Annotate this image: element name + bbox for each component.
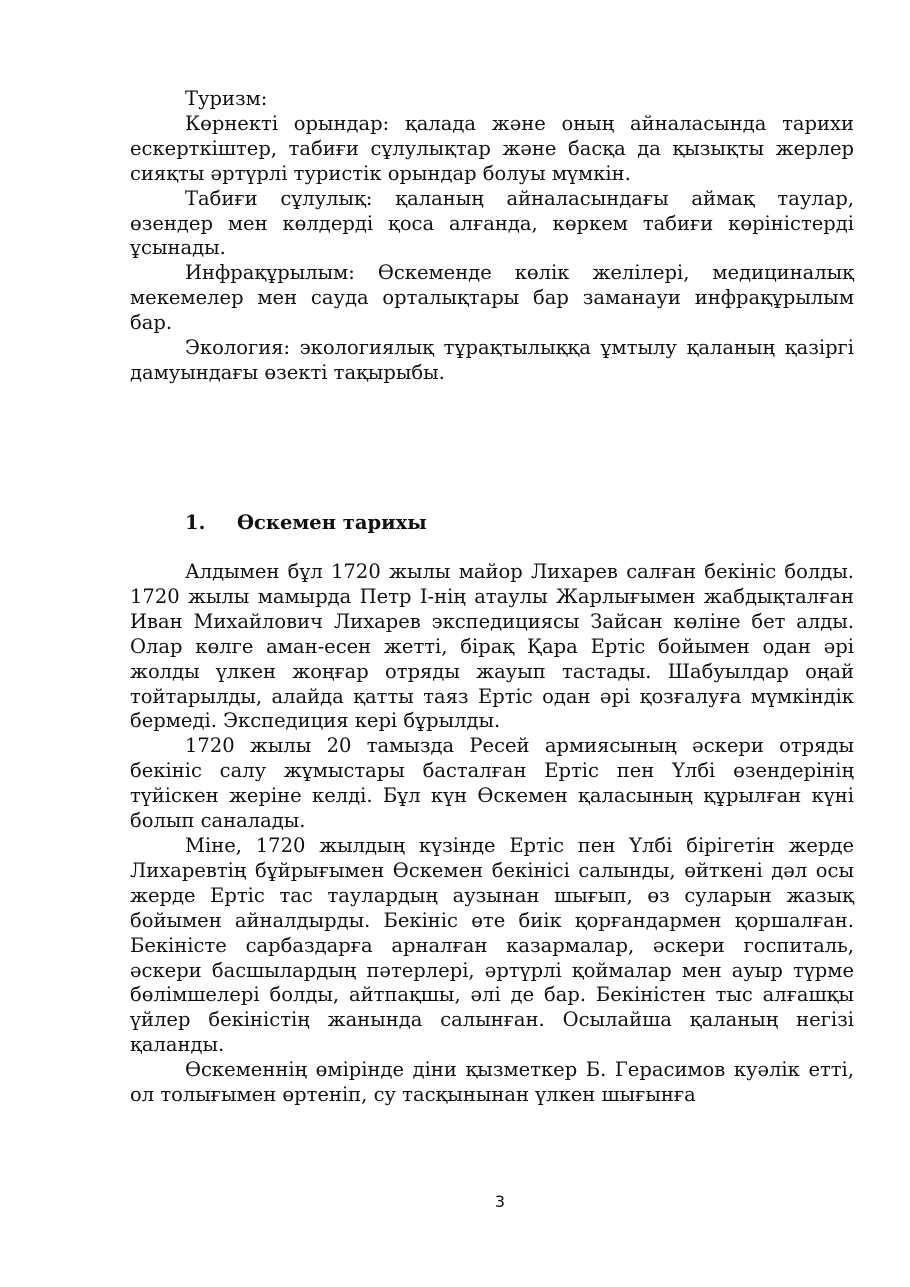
section-number: 1. <box>185 511 206 534</box>
paragraph-natural-beauty: Табиғи сұлулық: қаланың айналасындағы аймақ таулар, өзендер мен көлдерді қоса алғанда, көркем табиғи көріністерді ұсынады. <box>130 186 854 260</box>
tourism-heading: Туризм: <box>185 87 268 110</box>
paragraph-ecology: Экология: экологиялық тұрақтылыққа ұмтылу қаланың қазіргі дамуындағы өзекті тақырыбы. <box>130 336 854 384</box>
paragraph-fortress-founding: Алдымен бұл 1720 жылы майор Лихарев салған бекініс болды. 1720 жылы мамырда Петр I-нің атаулы Жарлығымен жабдықталған Иван Михайлович Лихарев экспедициясы Зайсан көліне бет алды. Олар көлге аман-есен жетті, бірақ Қара Ертіс бойымен одан әрі жолды үлкен жоңғар отряды жауып тастады. Шабуылдар оңай тойтарылды, алайда қатты таяз Ертіс одан әрі қозғалуға мүмкіндік бермеді. Экспедиция кері бұрылды. <box>130 560 854 733</box>
paragraph-infrastructure: Инфрақұрылым: Өскеменде көлік желілері, медициналық мекемелер мен сауда орталықтары бар заманауи инфрақұрылым бар. <box>130 261 854 335</box>
paragraph-gerasimov: Өскеменнің өмірінде діни қызметкер Б. Герасимов куәлік етті, ол толығымен өртеніп, су тасқынынан үлкен шығынға <box>130 1058 854 1107</box>
paragraph-fortress-construction: Міне, 1720 жылдың күзінде Ертіс пен Үлбі бірігетін жерде Лихаревтің бұйрығымен Өскемен бекінісі салынды, өйткені дәл осы жерде Ертіс тас таулардың аузынан шығып, өз суларын жазық бойымен айналдырды. Бекініс өте биік қорғандармен қоршалған. Бекіністе сарбаздарға арналған казармалар, әскери госпиталь, әскери басшылардың пәтерлері, әртүрлі қоймалар мен ауыр түрме бөлімшелері болды, айтпақшы, әлі де бар. Бекіністен тыс алғашқы үйлер бекіністің жанында салынған. Осылайша қаланың негізі қаланды. <box>130 833 854 1057</box>
page-number: 3 <box>494 1192 506 1211</box>
paragraph-city-founding-day: 1720 жылы 20 тамызда Ресей армиясының әскери отряды бекініс салу жұмыстары басталған Ертіс пен Үлбі өзендерінің түйіскен жеріне келді. Бұл күн Өскемен қаласының құрылған күні болып саналады. <box>130 734 854 833</box>
intro-section <box>130 87 854 386</box>
section-title: Өскемен тарихы <box>237 511 427 534</box>
section-heading <box>185 510 427 536</box>
history-section <box>130 560 854 1108</box>
paragraph-landmarks: Көрнекті орындар: қалада және оның айналасында тарихи ескерткіштер, табиғи сұлулықтар және басқа да қызықты жерлер сияқты әртүрлі туристік орындар болуы мүмкін. <box>130 111 854 185</box>
